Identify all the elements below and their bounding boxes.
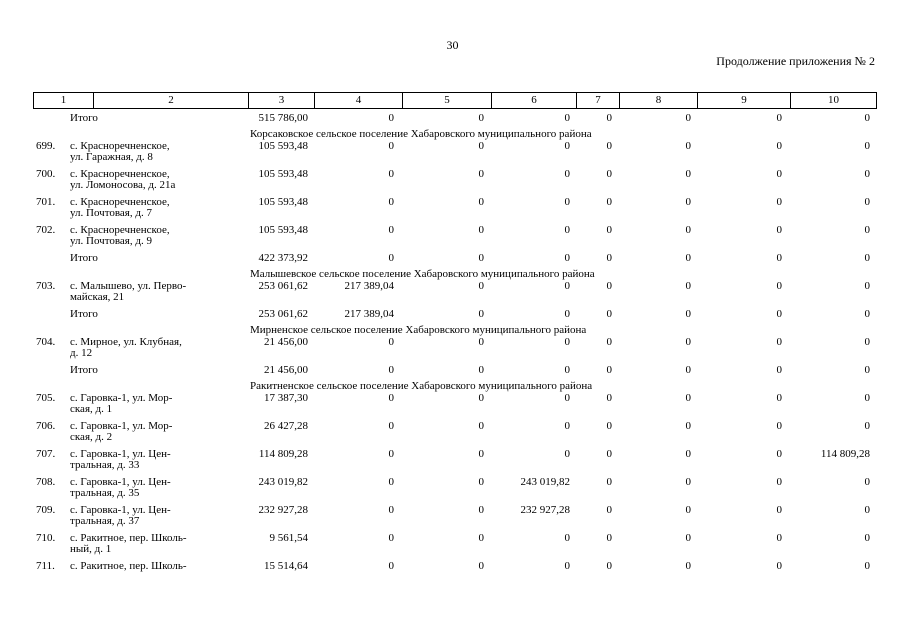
value-cell-col-10: 0 <box>864 280 870 292</box>
value-cell-col-4: 0 <box>388 140 394 152</box>
continuation-note: Продолжение приложения № 2 <box>716 54 875 68</box>
column-header: 5 <box>402 93 491 108</box>
value-cell-col-9: 0 <box>776 532 782 544</box>
value-cell-col-3: 422 373,92 <box>258 252 308 264</box>
value-cell-col-6: 0 <box>564 336 570 348</box>
value-cell-col-6: 0 <box>564 392 570 404</box>
value-cell-col-4: 0 <box>388 252 394 264</box>
row-number: 704. <box>36 336 56 348</box>
value-cell-col-10: 0 <box>864 308 870 320</box>
column-header: 10 <box>790 93 876 108</box>
row-number: 699. <box>36 140 56 152</box>
table-row <box>0 141 905 169</box>
value-cell-col-4: 0 <box>388 168 394 180</box>
value-cell-col-10: 0 <box>864 168 870 180</box>
table-row <box>0 505 905 533</box>
total-row <box>0 253 905 269</box>
value-cell-col-9: 0 <box>776 448 782 460</box>
row-number: 700. <box>36 168 56 180</box>
address-cell: с. Ракитное, пер. Школь- <box>70 560 187 572</box>
value-cell-col-4: 0 <box>388 532 394 544</box>
column-header: 4 <box>314 93 402 108</box>
table-row <box>0 337 905 365</box>
value-cell-col-7: 0 <box>606 364 612 376</box>
address-cell: с. Гаровка-1, ул. Мор- ская, д. 1 <box>70 392 173 415</box>
value-cell-col-9: 0 <box>776 280 782 292</box>
value-cell-col-9: 0 <box>776 392 782 404</box>
value-cell-col-9: 0 <box>776 308 782 320</box>
address-cell: с. Красноречненское, ул. Почтовая, д. 7 <box>70 196 170 219</box>
page-number: 30 <box>446 38 459 52</box>
value-cell-col-3: 105 593,48 <box>258 224 308 236</box>
table-row <box>0 197 905 225</box>
value-cell-col-6: 0 <box>564 560 570 572</box>
value-cell-col-7: 0 <box>606 392 612 404</box>
column-header: 8 <box>619 93 697 108</box>
value-cell-col-10: 0 <box>864 420 870 432</box>
value-cell-col-10: 0 <box>864 364 870 376</box>
value-cell-col-3: 15 514,64 <box>264 560 308 572</box>
value-cell-col-9: 0 <box>776 196 782 208</box>
value-cell-col-4: 0 <box>388 112 394 124</box>
total-row <box>0 365 905 381</box>
value-cell-col-10: 0 <box>864 476 870 488</box>
value-cell-col-7: 0 <box>606 280 612 292</box>
value-cell-col-4: 0 <box>388 504 394 516</box>
value-cell-col-5: 0 <box>478 168 484 180</box>
value-cell-col-5: 0 <box>478 476 484 488</box>
value-cell-col-7: 0 <box>606 168 612 180</box>
value-cell-col-6: 243 019,82 <box>520 476 570 488</box>
value-cell-col-6: 0 <box>564 280 570 292</box>
value-cell-col-3: 105 593,48 <box>258 168 308 180</box>
column-header: 9 <box>697 93 790 108</box>
table-row <box>0 169 905 197</box>
value-cell-col-6: 0 <box>564 112 570 124</box>
value-cell-col-3: 114 809,28 <box>258 448 308 460</box>
value-cell-col-5: 0 <box>478 560 484 572</box>
value-cell-col-4: 217 389,04 <box>344 308 394 320</box>
value-cell-col-10: 0 <box>864 112 870 124</box>
column-header: 3 <box>248 93 314 108</box>
value-cell-col-7: 0 <box>606 336 612 348</box>
address-cell: с. Мирное, ул. Клубная, д. 12 <box>70 336 182 359</box>
value-cell-col-3: 105 593,48 <box>258 196 308 208</box>
total-label: Итого <box>70 112 98 124</box>
value-cell-col-5: 0 <box>478 112 484 124</box>
value-cell-col-3: 515 786,00 <box>258 112 308 124</box>
value-cell-col-5: 0 <box>478 308 484 320</box>
address-cell: с. Ракитное, пер. Школь- ный, д. 1 <box>70 532 187 555</box>
total-label: Итого <box>70 364 98 376</box>
value-cell-col-10: 0 <box>864 140 870 152</box>
value-cell-col-10: 0 <box>864 196 870 208</box>
value-cell-col-8: 0 <box>685 140 691 152</box>
value-cell-col-4: 0 <box>388 224 394 236</box>
value-cell-col-10: 0 <box>864 336 870 348</box>
value-cell-col-8: 0 <box>685 392 691 404</box>
table-row <box>0 561 905 589</box>
address-cell: с. Гаровка-1, ул. Цен- тральная, д. 37 <box>70 504 171 527</box>
table-body <box>0 113 905 589</box>
value-cell-col-4: 0 <box>388 420 394 432</box>
value-cell-col-10: 0 <box>864 224 870 236</box>
address-cell: с. Гаровка-1, ул. Мор- ская, д. 2 <box>70 420 173 443</box>
value-cell-col-10: 114 809,28 <box>820 448 870 460</box>
value-cell-col-7: 0 <box>606 224 612 236</box>
value-cell-col-5: 0 <box>478 504 484 516</box>
value-cell-col-8: 0 <box>685 476 691 488</box>
table-row <box>0 533 905 561</box>
address-cell: с. Малышево, ул. Перво- майская, 21 <box>70 280 187 303</box>
value-cell-col-3: 21 456,00 <box>264 364 308 376</box>
value-cell-col-6: 0 <box>564 448 570 460</box>
column-header: 6 <box>491 93 576 108</box>
row-number: 703. <box>36 280 56 292</box>
section-heading: Мирненское сельское поселение Хабаровского муниципального района <box>250 324 587 336</box>
address-cell: с. Гаровка-1, ул. Цен- тральная, д. 33 <box>70 448 171 471</box>
row-number: 701. <box>36 196 56 208</box>
address-cell: с. Красноречненское, ул. Гаражная, д. 8 <box>70 140 170 163</box>
value-cell-col-3: 243 019,82 <box>258 476 308 488</box>
value-cell-col-3: 105 593,48 <box>258 140 308 152</box>
total-label: Итого <box>70 308 98 320</box>
table-row <box>0 477 905 505</box>
value-cell-col-8: 0 <box>685 196 691 208</box>
value-cell-col-3: 26 427,28 <box>264 420 308 432</box>
row-number: 707. <box>36 448 56 460</box>
value-cell-col-9: 0 <box>776 140 782 152</box>
value-cell-col-4: 0 <box>388 364 394 376</box>
value-cell-col-8: 0 <box>685 168 691 180</box>
value-cell-col-6: 0 <box>564 140 570 152</box>
value-cell-col-10: 0 <box>864 504 870 516</box>
row-number: 706. <box>36 420 56 432</box>
value-cell-col-3: 17 387,30 <box>264 392 308 404</box>
row-number: 708. <box>36 476 56 488</box>
total-label: Итого <box>70 252 98 264</box>
value-cell-col-9: 0 <box>776 224 782 236</box>
total-row <box>0 113 905 129</box>
value-cell-col-9: 0 <box>776 420 782 432</box>
value-cell-col-7: 0 <box>606 560 612 572</box>
value-cell-col-8: 0 <box>685 224 691 236</box>
row-number: 709. <box>36 504 56 516</box>
value-cell-col-9: 0 <box>776 252 782 264</box>
table-row <box>0 393 905 421</box>
value-cell-col-8: 0 <box>685 420 691 432</box>
value-cell-col-3: 253 061,62 <box>258 280 308 292</box>
value-cell-col-4: 0 <box>388 392 394 404</box>
address-cell: с. Красноречненское, ул. Почтовая, д. 9 <box>70 224 170 247</box>
value-cell-col-6: 0 <box>564 308 570 320</box>
value-cell-col-5: 0 <box>478 196 484 208</box>
column-header: 1 <box>60 94 67 106</box>
total-row <box>0 309 905 325</box>
value-cell-col-6: 0 <box>564 168 570 180</box>
row-number: 710. <box>36 532 56 544</box>
value-cell-col-4: 0 <box>388 336 394 348</box>
value-cell-col-9: 0 <box>776 504 782 516</box>
value-cell-col-8: 0 <box>685 448 691 460</box>
value-cell-col-10: 0 <box>864 392 870 404</box>
value-cell-col-8: 0 <box>685 560 691 572</box>
value-cell-col-3: 253 061,62 <box>258 308 308 320</box>
value-cell-col-6: 0 <box>564 196 570 208</box>
value-cell-col-6: 0 <box>564 420 570 432</box>
value-cell-col-5: 0 <box>478 140 484 152</box>
value-cell-col-4: 0 <box>388 476 394 488</box>
value-cell-col-5: 0 <box>478 252 484 264</box>
value-cell-col-6: 0 <box>564 252 570 264</box>
value-cell-col-6: 232 927,28 <box>520 504 570 516</box>
value-cell-col-5: 0 <box>478 336 484 348</box>
row-number: 705. <box>36 392 56 404</box>
value-cell-col-8: 0 <box>685 336 691 348</box>
section-heading: Ракитненское сельское поселение Хабаровского муниципального района <box>250 380 593 392</box>
value-cell-col-10: 0 <box>864 532 870 544</box>
value-cell-col-8: 0 <box>685 364 691 376</box>
value-cell-col-6: 0 <box>564 224 570 236</box>
value-cell-col-8: 0 <box>685 280 691 292</box>
value-cell-col-9: 0 <box>776 364 782 376</box>
value-cell-col-5: 0 <box>478 392 484 404</box>
value-cell-col-3: 9 561,54 <box>269 532 308 544</box>
value-cell-col-5: 0 <box>478 448 484 460</box>
value-cell-col-7: 0 <box>606 308 612 320</box>
value-cell-col-9: 0 <box>776 336 782 348</box>
value-cell-col-9: 0 <box>776 476 782 488</box>
value-cell-col-5: 0 <box>478 224 484 236</box>
value-cell-col-8: 0 <box>685 112 691 124</box>
column-header: 7 <box>576 93 619 108</box>
value-cell-col-5: 0 <box>478 364 484 376</box>
value-cell-col-7: 0 <box>606 476 612 488</box>
value-cell-col-8: 0 <box>685 252 691 264</box>
value-cell-col-7: 0 <box>606 448 612 460</box>
value-cell-col-10: 0 <box>864 252 870 264</box>
value-cell-col-7: 0 <box>606 112 612 124</box>
row-number: 711. <box>36 560 55 572</box>
table-row <box>0 281 905 309</box>
value-cell-col-6: 0 <box>564 364 570 376</box>
value-cell-col-7: 0 <box>606 504 612 516</box>
value-cell-col-3: 232 927,28 <box>258 504 308 516</box>
value-cell-col-9: 0 <box>776 168 782 180</box>
address-cell: с. Гаровка-1, ул. Цен- тральная, д. 35 <box>70 476 171 499</box>
value-cell-col-4: 0 <box>388 560 394 572</box>
value-cell-col-10: 0 <box>864 560 870 572</box>
section-heading: Малышевское сельское поселение Хабаровского муниципального района <box>250 268 595 280</box>
value-cell-col-8: 0 <box>685 504 691 516</box>
value-cell-col-5: 0 <box>478 532 484 544</box>
value-cell-col-5: 0 <box>478 280 484 292</box>
table-row <box>0 225 905 253</box>
address-cell: с. Красноречненское, ул. Ломоносова, д. 21а <box>70 168 176 191</box>
value-cell-col-4: 217 389,04 <box>344 280 394 292</box>
value-cell-col-7: 0 <box>606 196 612 208</box>
column-header: 2 <box>93 93 248 108</box>
value-cell-col-7: 0 <box>606 420 612 432</box>
value-cell-col-4: 0 <box>388 448 394 460</box>
value-cell-col-5: 0 <box>478 420 484 432</box>
row-number: 702. <box>36 224 56 236</box>
table-header-row <box>33 92 877 109</box>
value-cell-col-7: 0 <box>606 532 612 544</box>
value-cell-col-9: 0 <box>776 112 782 124</box>
value-cell-col-6: 0 <box>564 532 570 544</box>
value-cell-col-8: 0 <box>685 308 691 320</box>
section-heading: Корсаковское сельское поселение Хабаровского муниципального района <box>250 128 592 140</box>
value-cell-col-4: 0 <box>388 196 394 208</box>
table-row <box>0 449 905 477</box>
value-cell-col-3: 21 456,00 <box>264 336 308 348</box>
value-cell-col-7: 0 <box>606 252 612 264</box>
value-cell-col-8: 0 <box>685 532 691 544</box>
value-cell-col-7: 0 <box>606 140 612 152</box>
table-row <box>0 421 905 449</box>
value-cell-col-9: 0 <box>776 560 782 572</box>
